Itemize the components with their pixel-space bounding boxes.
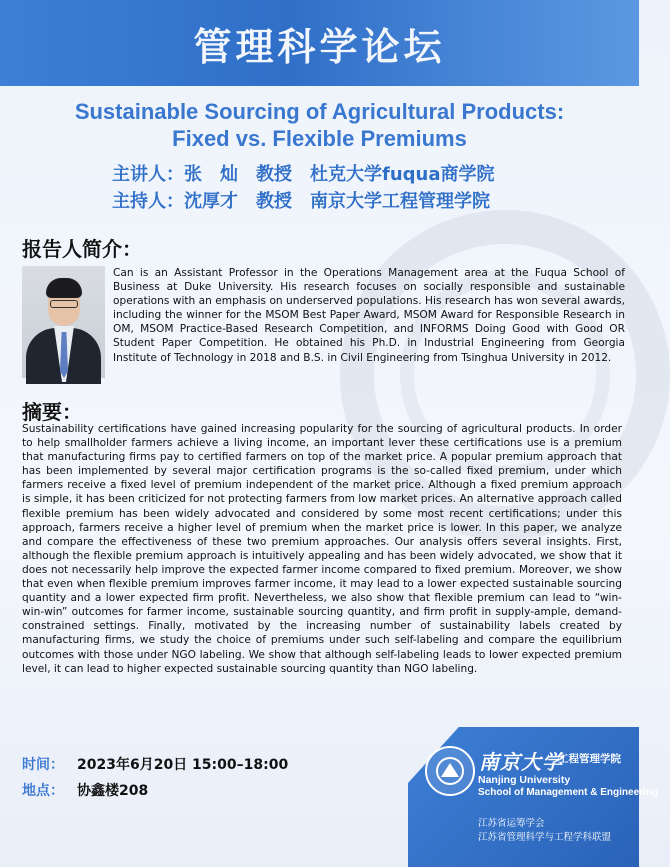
place-label: 地点：	[22, 783, 64, 799]
time-label: 时间：	[22, 757, 64, 773]
university-name-cn: 南京大学	[479, 750, 563, 774]
talk-title	[10, 98, 629, 152]
organizer-1: 江苏省运筹学会	[478, 818, 545, 829]
place-value: 协鑫楼208	[77, 783, 149, 799]
school-name-en: School of Management & Engineering	[478, 787, 659, 798]
time-value: 2023年6月20日 15:00–18:00	[77, 757, 289, 773]
photo-glasses	[50, 300, 78, 308]
host-line: 主持人：沈厚才 教授 南京大学工程管理学院	[112, 191, 490, 212]
abstract-heading: 摘要：	[22, 400, 82, 424]
photo-hair	[46, 278, 82, 298]
header-banner	[0, 0, 639, 86]
speaker-photo	[22, 266, 105, 378]
speaker-line: 主讲人：张 灿 教授 杜克大学fuqua商学院	[112, 164, 495, 185]
forum-title: 管理科学论坛	[193, 24, 446, 69]
talk-title-line1: Sustainable Sourcing of Agricultural Products:	[74, 99, 565, 124]
bio-heading: 报告人简介：	[22, 237, 142, 261]
organizer-2: 江苏省管理科学与工程学科联盟	[478, 832, 612, 843]
bio-text: Can is an Assistant Professor in the Operations Management area at the Fuqua School of Business at Duke University. His research focuses on socially responsible and sustainable operations with an emphasis on underserved populations. His research has won several awards, including the winner for the MSOM Best Paper Award, MSOM Award for Responsible Research in OM, MSOM Practice-Based Research Competition, and INFORMS Doing Good with Good OR Student Paper Competition. He obtained his Ph.D. in Industrial Engineering from Georgia Institute of Technology in 2018 and B.S. in Civil Engineering from Tsinghua University in 2012.	[113, 267, 625, 364]
abstract-text: Sustainability certifications have gained increasing popularity for the sourcing of agricultural products. In order to help smallholder farmers achieve a living income, an important lever these certifications use is a premium that manufacturing firms pay to certified farmers on top of the market price. A popular premium approach that has been implemented by several major certification programs is the so-called fixed premium, under which farmers receive a fixed level of premium independent of the market price. Although a fixed premium approach is simple, it has been criticized for not protecting farmers from low market prices. An alternative approach called flexible premium has been widely advocated and considered by some most recent certifications; under this approach, farmers receive a higher level of premium when the market price is lower. In this paper, we analyze and compare the effectiveness of these two premium approaches. Our analysis offers several insights. First, although the flexible premium approach is intuitively appealing and has been widely advocated, we show that it does not necessarily help improve the expected farmer income compared to fixed premium. Moreover, we show that even when flexible premium improves farmer income, it may lead to a lower expected sustainable sourcing quantity and a lower expected firm profit. Nevertheless, we also show that flexible premium can lead to “win-win-win” outcomes for farmer income, sustainable sourcing quantity, and firm profit in supply-ample, demand-constrained settings. Finally, motivated by the increasing number of sustainability labels created by manufacturing firms, we study the choice of premiums under such self-labeling and compare the equilibrium outcomes with those under NGO labeling. We show that although self-labeling leads to lower expected premium level, it can lead to higher expected sustainable sourcing quantity than NGO labeling.	[22, 423, 622, 675]
school-name-cn: 工程管理学院	[558, 753, 621, 765]
university-name-en: Nanjing University	[478, 774, 571, 786]
talk-title-line2: Fixed vs. Flexible Premiums	[172, 126, 467, 151]
